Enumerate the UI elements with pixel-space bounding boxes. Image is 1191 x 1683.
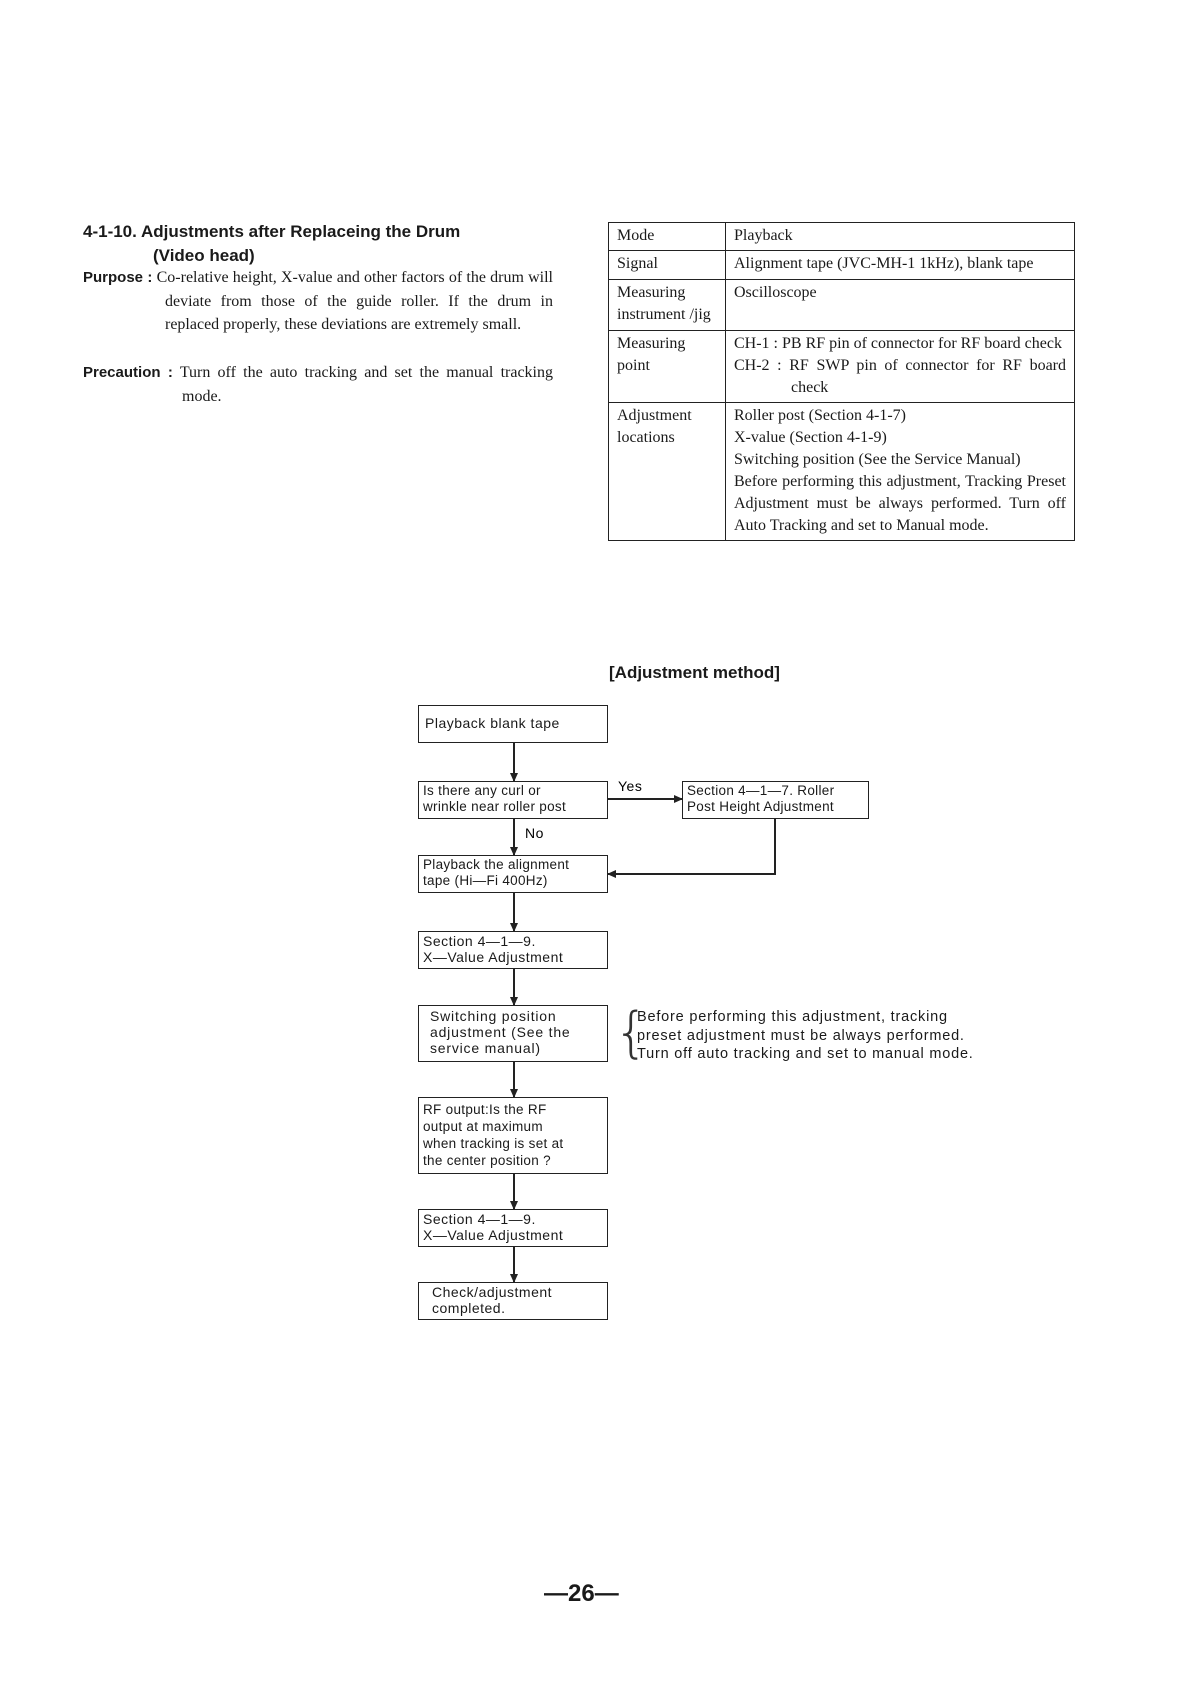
flow-step-switching-position: Switching position adjustment (See the service manual) — [418, 1005, 608, 1062]
signal-label: Signal — [609, 251, 726, 280]
location-item: Roller post (Section 4-1-7) — [734, 407, 906, 424]
note-line: Before performing this adjustment, tracking — [637, 1009, 948, 1025]
precaution-text: Turn off the auto tracking and set the manual tracking mode. — [179, 364, 553, 405]
flow-step-xvalue-1: Section 4—1—9. X—Value Adjustment — [418, 931, 608, 969]
no-label: No — [525, 825, 544, 841]
instrument-label: Measuring instrument /jig — [609, 280, 726, 331]
flow-step-rf-output: RF output:Is the RF output at maximum when tracking is set at the center position ? — [418, 1097, 608, 1174]
point-ch2: CH-2 : RF SWP pin of connector for RF board check — [734, 357, 1066, 396]
precaution-label: Precaution : — [83, 364, 173, 381]
signal-value: Alignment tape (JVC-MH-1 1kHz), blank tape — [726, 251, 1075, 280]
location-item: Switching position (See the Service Manual) — [734, 451, 1021, 468]
flow-step-playback-alignment: Playback the alignment tape (Hi—Fi 400Hz) — [418, 855, 608, 893]
method-title: [Adjustment method] — [609, 663, 780, 682]
instrument-value: Oscilloscope — [726, 280, 1075, 331]
note-line: Turn off auto tracking and set to manual mode. — [637, 1046, 974, 1062]
purpose-text: Co-relative height, X-value and other factors of the drum will deviate from those of the guide roller. If the drum in replaced properly, these deviations are extremely small. — [156, 269, 554, 333]
note-line: preset adjustment must be always performed. — [637, 1027, 965, 1044]
point-ch1: CH-1 : PB RF pin of connector for RF board check — [734, 335, 1062, 352]
mode-value: Playback — [726, 223, 1075, 251]
section-title-main: 4-1-10. Adjustments after Replaceing the Drum — [83, 222, 461, 241]
point-label: Measuring point — [609, 331, 726, 403]
yes-label: Yes — [618, 778, 643, 794]
flow-step-xvalue-2: Section 4—1—9. X—Value Adjustment — [418, 1209, 608, 1247]
location-item: X-value (Section 4-1-9) — [734, 429, 887, 446]
connector-return — [612, 817, 775, 874]
note-brace: { — [614, 1001, 649, 1064]
flow-step-roller-height: Section 4—1—7. Roller Post Height Adjustment — [682, 781, 869, 819]
flow-note — [637, 1008, 1057, 1064]
mode-label: Mode — [609, 223, 726, 251]
section-title-sub: (Video head) — [153, 246, 255, 265]
flow-step-curl-check: Is there any curl or wrinkle near roller post — [418, 781, 608, 819]
locations-label: Adjustment locations — [609, 403, 726, 541]
page-number: —26— — [544, 1580, 619, 1607]
flow-step-playback-blank: Playback blank tape — [418, 705, 608, 743]
flow-step-completed: Check/adjustment completed. — [418, 1282, 608, 1320]
purpose-label: Purpose : — [83, 269, 153, 286]
location-item: Before performing this adjustment, Tracking Preset Adjustment must be always performed. Turn off Auto Tracking and set to Manual mode. — [734, 473, 1066, 534]
